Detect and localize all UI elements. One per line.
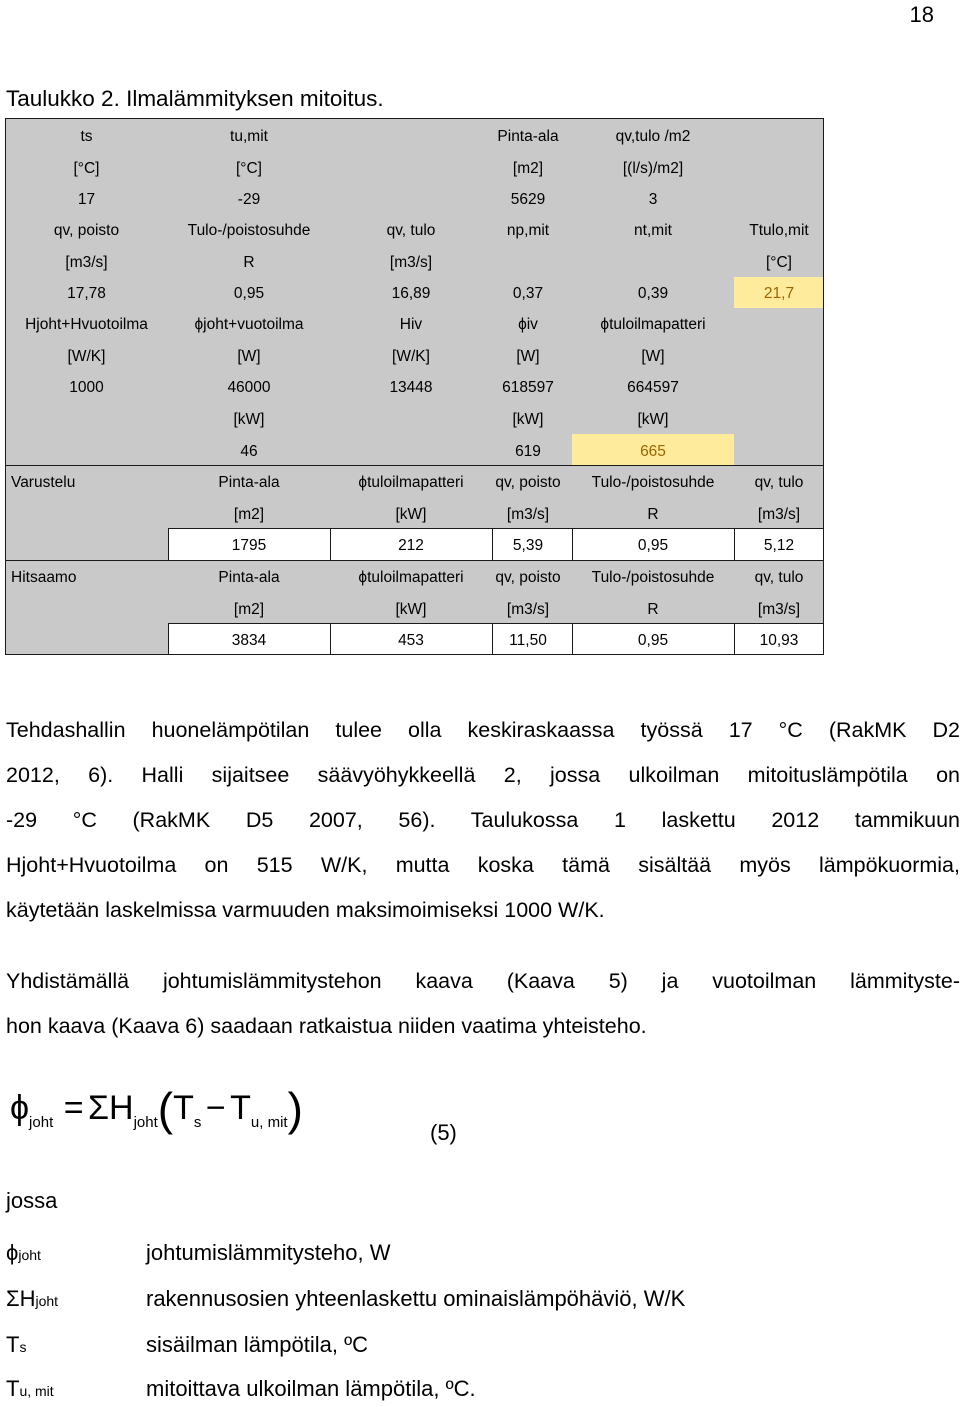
page-number: 18 <box>909 2 934 27</box>
definitions-intro: jossa <box>6 1188 58 1213</box>
sizing-table <box>5 118 824 655</box>
table-cell: 16,89 <box>391 285 431 302</box>
table-cell: ϕiv <box>518 316 538 333</box>
table-cell: 17,78 <box>67 285 106 302</box>
table-cell: 618597 <box>502 379 554 396</box>
table-cell: [W/K] <box>392 348 430 365</box>
table-cell: 212 <box>398 537 424 554</box>
table-cell: 1795 <box>231 537 267 554</box>
formula-equals: = <box>63 1089 84 1127</box>
definition-text: mitoittava ulkoilman lämpötila, ºC. <box>146 1376 476 1401</box>
formula-t: T <box>173 1089 194 1127</box>
grid-line <box>5 118 824 119</box>
table-cell: 0,95 <box>637 537 669 554</box>
equation-number: (5) <box>430 1120 457 1145</box>
definition-symbol <box>6 1286 146 1312</box>
symbol-main: T <box>6 1332 20 1357</box>
table-cell: 664597 <box>627 379 679 396</box>
table-cell: [kW] <box>395 506 427 523</box>
table-cell: Pinta-ala <box>497 128 559 145</box>
table-cell: R <box>647 506 659 523</box>
paragraph-line: 2012, 6). Halli sijaitsee säävyöhykkeellä 2, jossa ulkoilman mitoituslämpötila on <box>6 763 960 787</box>
symbol-sub: joht <box>18 1247 41 1263</box>
table-cell: [W/K] <box>67 348 106 365</box>
table-cell: qv, tulo <box>754 474 804 491</box>
table-cell: [°C] <box>73 160 100 177</box>
definition-symbol <box>6 1332 146 1358</box>
formula-sub: s <box>193 1114 202 1131</box>
table-cell: [kW] <box>637 411 669 428</box>
table-cell: Pinta-ala <box>218 569 280 586</box>
table-cell: [m2] <box>233 601 265 618</box>
table-cell: 0,37 <box>512 285 544 302</box>
table-caption: Taulukko 2. Ilmalämmityksen mitoitus. <box>6 86 384 111</box>
table-cell: 1000 <box>69 379 104 396</box>
table-cell: qv, tulo <box>386 222 436 239</box>
symbol-sub: u, mit <box>19 1383 54 1399</box>
table-cell: R <box>647 601 659 618</box>
table-cell: [W] <box>516 348 540 365</box>
symbol-main: ΣH <box>6 1286 36 1311</box>
definition-text: sisäilman lämpötila, ºC <box>146 1332 368 1357</box>
table-cell: [kW] <box>395 601 427 618</box>
table-cell: qv, poisto <box>495 569 561 586</box>
table-cell: [m3/s] <box>757 506 801 523</box>
formula-sub: joht <box>29 1114 54 1131</box>
table-cell: ϕtuloilmapatteri <box>358 569 464 586</box>
table-cell: nt,mit <box>634 222 672 239</box>
table-cell: 5,39 <box>512 537 544 554</box>
formula-paren: ) <box>287 1083 303 1135</box>
symbol-main: T <box>6 1376 20 1401</box>
table-cell: 46000 <box>227 379 271 396</box>
table-cell: ϕjoht+vuotoilma <box>194 316 304 333</box>
table-cell: -29 <box>237 191 261 208</box>
table-cell: 11,50 <box>509 632 547 649</box>
formula-sub: u, mit <box>250 1114 288 1131</box>
table-cell: [m2] <box>233 506 265 523</box>
paragraph-line: hon kaava (Kaava 6) saadaan ratkaistua niiden vaatima yhteisteho. <box>6 1014 647 1038</box>
table-cell: [kW] <box>233 411 265 428</box>
paragraph-line: -29 °C (RakMK D5 2007, 56). Taulukossa 1 laskettu 2012 tammikuun <box>6 808 960 832</box>
table-cell: 13448 <box>389 379 433 396</box>
table-cell: 5,12 <box>763 537 795 554</box>
table-cell: 17 <box>77 191 96 208</box>
formula-phi: ϕ <box>10 1089 30 1127</box>
section-label-hitsaamo: Hitsaamo <box>11 569 77 586</box>
table-cell: [m3/s] <box>65 254 108 271</box>
table-cell: 3 <box>648 191 658 208</box>
table-cell: ts <box>80 128 93 145</box>
table-cell: [m2] <box>512 160 544 177</box>
table-cell: 453 <box>398 632 424 649</box>
definition-text: johtumislämmitysteho, W <box>146 1240 391 1265</box>
table-cell: 5629 <box>510 191 546 208</box>
table-cell: tu,mit <box>230 128 268 145</box>
table-cell: R <box>243 254 255 271</box>
formula-5 <box>10 1082 303 1136</box>
table-cell: Hjoht+Hvuotoilma <box>25 316 148 333</box>
table-cell: Tulo-/poistosuhde <box>187 222 311 239</box>
table-cell: 619 <box>515 443 541 460</box>
table-cell: [W] <box>237 348 261 365</box>
symbol-sub: s <box>19 1339 27 1355</box>
table-cell: [m3/s] <box>389 254 433 271</box>
formula-minus: − <box>205 1089 226 1127</box>
table-cell: 0,39 <box>637 285 669 302</box>
table-cell: Tulo-/poistosuhde <box>591 474 715 491</box>
table-cell: 21,7 <box>763 285 795 302</box>
table-cell: [m3/s] <box>757 601 801 618</box>
table-cell: np,mit <box>506 222 550 239</box>
paragraph-line: Yhdistämällä johtumislämmitystehon kaava (Kaava 5) ja vuotoilman lämmityste- <box>6 969 960 993</box>
paragraph-line: Hjoht+Hvuotoilma on 515 W/K, mutta koska tämä sisältää myös lämpökuormia, <box>6 853 960 877</box>
table-cell: [W] <box>641 348 665 365</box>
symbol-main: ϕ <box>6 1240 19 1265</box>
formula-sum: ΣH <box>88 1089 134 1127</box>
table-cell: Hiv <box>399 316 423 333</box>
table-cell: Pinta-ala <box>218 474 280 491</box>
table-cell: 665 <box>640 443 666 460</box>
formula-sub: joht <box>133 1114 158 1131</box>
table-cell: [(l/s)/m2] <box>622 160 684 177</box>
table-cell: Ttulo,mit <box>749 222 809 239</box>
formula-t: T <box>230 1089 251 1127</box>
table-cell: qv,tulo /m2 <box>615 128 691 145</box>
table-cell: [kW] <box>512 411 544 428</box>
definition-text: rakennusosien yhteenlaskettu ominaislämpöhäviö, W/K <box>146 1286 686 1311</box>
table-cell: 0,95 <box>637 632 669 649</box>
formula-paren: ( <box>157 1083 174 1135</box>
table-cell: qv, tulo <box>754 569 804 586</box>
definition-symbol <box>6 1376 146 1402</box>
paragraph-line: käytetään laskelmissa varmuuden maksimoimiseksi 1000 W/K. <box>6 898 605 922</box>
table-cell: qv, poisto <box>495 474 561 491</box>
symbol-sub: joht <box>35 1293 59 1309</box>
definition-symbol <box>6 1240 146 1266</box>
table-cell: [m3/s] <box>506 601 550 618</box>
table-cell: [°C] <box>235 160 262 177</box>
table-cell: [°C] <box>765 254 792 271</box>
table-cell: [m3/s] <box>506 506 550 523</box>
table-cell: qv, poisto <box>53 222 120 239</box>
table-cell: ϕtuloilmapatteri <box>600 316 706 333</box>
table-cell: ϕtuloilmapatteri <box>358 474 464 491</box>
table-cell: 0,95 <box>233 285 265 302</box>
paragraph-line: Tehdashallin huonelämpötilan tulee olla keskiraskaassa työssä 17 °C (RakMK D2 <box>6 718 960 742</box>
section-label-varustelu: Varustelu <box>11 474 76 491</box>
table-cell: 10,93 <box>759 632 799 649</box>
table-cell: 46 <box>240 443 258 460</box>
table-cell: 3834 <box>231 632 267 649</box>
table-cell: Tulo-/poistosuhde <box>591 569 715 586</box>
